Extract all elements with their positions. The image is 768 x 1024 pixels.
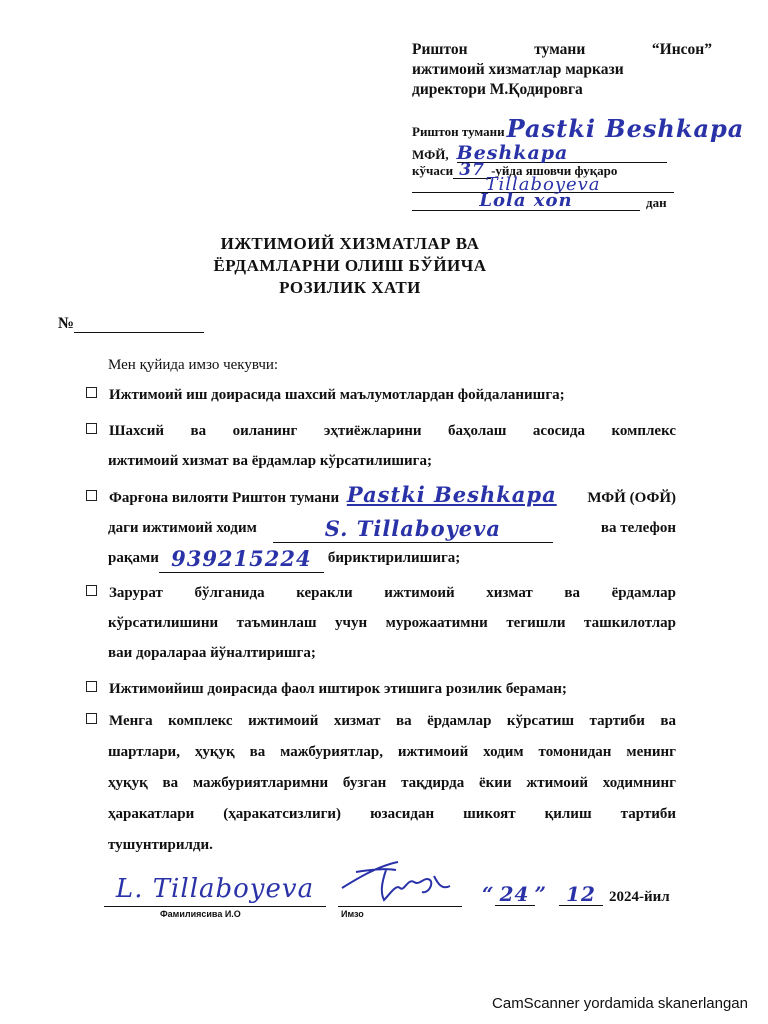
consent-item-3	[86, 480, 676, 573]
checkbox[interactable]	[86, 423, 97, 434]
item-line	[86, 480, 676, 513]
item-text: ҳуқуқ ва мажбуриятларимни бузган тақдирда ёкии жтимоий ходимнинг	[108, 775, 676, 791]
item-line	[86, 416, 676, 446]
phone-handwritten: 939215224	[159, 546, 324, 573]
item-text: ҳаракатлари (ҳаракатсизлиги) юзасидан шикоят қилиш тартиби	[108, 806, 676, 822]
document-title	[150, 233, 550, 299]
item-text: даги ижтимоий ходим	[108, 520, 257, 536]
addressee-line-3: директори М.Қодировга	[412, 81, 583, 98]
item-line	[86, 513, 676, 543]
checkbox[interactable]	[86, 387, 97, 398]
signature-field	[338, 872, 462, 907]
title-line-1: ИЖТИМОИЙ ХИЗМАТЛАР ВА	[220, 234, 480, 253]
document-number	[58, 315, 204, 333]
item-text: рақами	[108, 550, 159, 566]
checkbox[interactable]	[86, 681, 97, 692]
date-field: “ 24 ” 12 2024-йил	[482, 882, 670, 906]
consent-item-6	[86, 706, 676, 861]
mfy-line	[412, 144, 667, 163]
street-handwritten: 37	[453, 162, 491, 179]
consent-item-5	[86, 674, 676, 704]
item-line	[86, 543, 676, 573]
consent-item-4	[86, 578, 676, 668]
item-text: Зарурат бўлганида керакли ижтимоий хизмат ва ёрдамлар	[109, 585, 676, 601]
social-worker-handwritten: S. Tillaboyeva	[273, 516, 553, 543]
intro-text: Мен қуйида имзо чекувчи:	[108, 357, 279, 373]
full-name-caption: Фамилиясива И.О	[160, 909, 241, 919]
title-line-2: ЁРДАМЛАРНИ ОЛИШ БЎЙИЧА	[213, 256, 487, 275]
item-text: Менга комплекс ижтимоий хизмат ва ёрдамлар кўрсатиш тартиби ва	[109, 713, 676, 729]
district-handwritten: Pastki Beshkapa	[506, 114, 745, 143]
mfy-label: МФЙ,	[412, 147, 449, 162]
item-text: МФЙ (ОФЙ)	[587, 490, 676, 506]
district-line	[412, 114, 745, 143]
checkbox[interactable]	[86, 713, 97, 724]
name2-handwritten: Lola xon	[412, 192, 640, 211]
addressee-word: “Инсон”	[651, 41, 712, 58]
addressee-word: Риштон	[412, 41, 468, 58]
month-handwritten: 12	[559, 883, 603, 906]
street-label: кўчаси	[412, 163, 454, 178]
day-handwritten: 24	[495, 883, 535, 906]
item-line	[86, 578, 676, 608]
handwritten-signature-icon	[338, 858, 462, 906]
addressee-block	[412, 40, 712, 100]
item-text: ваи доралараа йўналтиришга;	[108, 645, 316, 661]
item-text: Фарғона вилояти Риштон тумани	[109, 490, 340, 506]
name2-line	[412, 192, 667, 211]
title-line-3: РОЗИЛИК ХАТИ	[279, 278, 421, 297]
item-text: шартлари, ҳуқуқ ва мажбуриятлар, ижтимоий ходим томонидан менинг	[108, 744, 676, 760]
from-suffix: дан	[646, 195, 667, 210]
addressee-line-1	[412, 40, 712, 60]
mfy-handwritten: Beshkapa	[457, 144, 667, 163]
full-name-field	[104, 872, 326, 907]
street-suffix: -уйда яшовчи фуқаро	[491, 163, 618, 178]
item-text: Шахсий ва оиланинг эҳтиёжларини баҳолаш асосида комплекс	[109, 423, 676, 439]
consent-item-1	[86, 380, 676, 410]
signature-caption: Имзо	[341, 909, 364, 919]
item-text: кўрсатилишини таъминлаш учун мурожаатимни тегишли ташкилотлар	[108, 615, 676, 631]
mfy-handwritten: Pastki Beshkapa	[346, 482, 557, 507]
item-line	[86, 706, 676, 737]
number-label: №	[58, 315, 75, 332]
district-label: Риштон тумани	[412, 124, 505, 139]
addressee-line-2: ижтимоий хизматлар маркази	[412, 61, 624, 78]
checkbox[interactable]	[86, 585, 97, 596]
scanner-watermark: CamScanner yordamida skanerlangan	[492, 995, 748, 1012]
item-text: Ижтимоий иш доирасида шахсий маълумотлардан фойдаланишга;	[109, 387, 565, 403]
full-name-handwritten: L. Tillaboyeva	[115, 874, 315, 904]
addressee-word: тумани	[534, 41, 586, 58]
item-text: ижтимоий хизмат ва ёрдамлар кўрсатилишига;	[108, 453, 432, 469]
item-text: ва телефон	[600, 520, 676, 536]
name-handwritten: Tillaboyeva	[485, 174, 601, 195]
consent-item-2	[86, 416, 676, 476]
item-text: бириктирилишига;	[327, 550, 461, 566]
number-blank	[74, 316, 204, 333]
year-text: 2024-йил	[609, 889, 670, 905]
item-text: тушунтирилди.	[108, 837, 213, 853]
checkbox[interactable]	[86, 490, 97, 501]
item-text: Ижтимоийиш доирасида фаол иштирок этишига розилик бераман;	[109, 681, 567, 697]
